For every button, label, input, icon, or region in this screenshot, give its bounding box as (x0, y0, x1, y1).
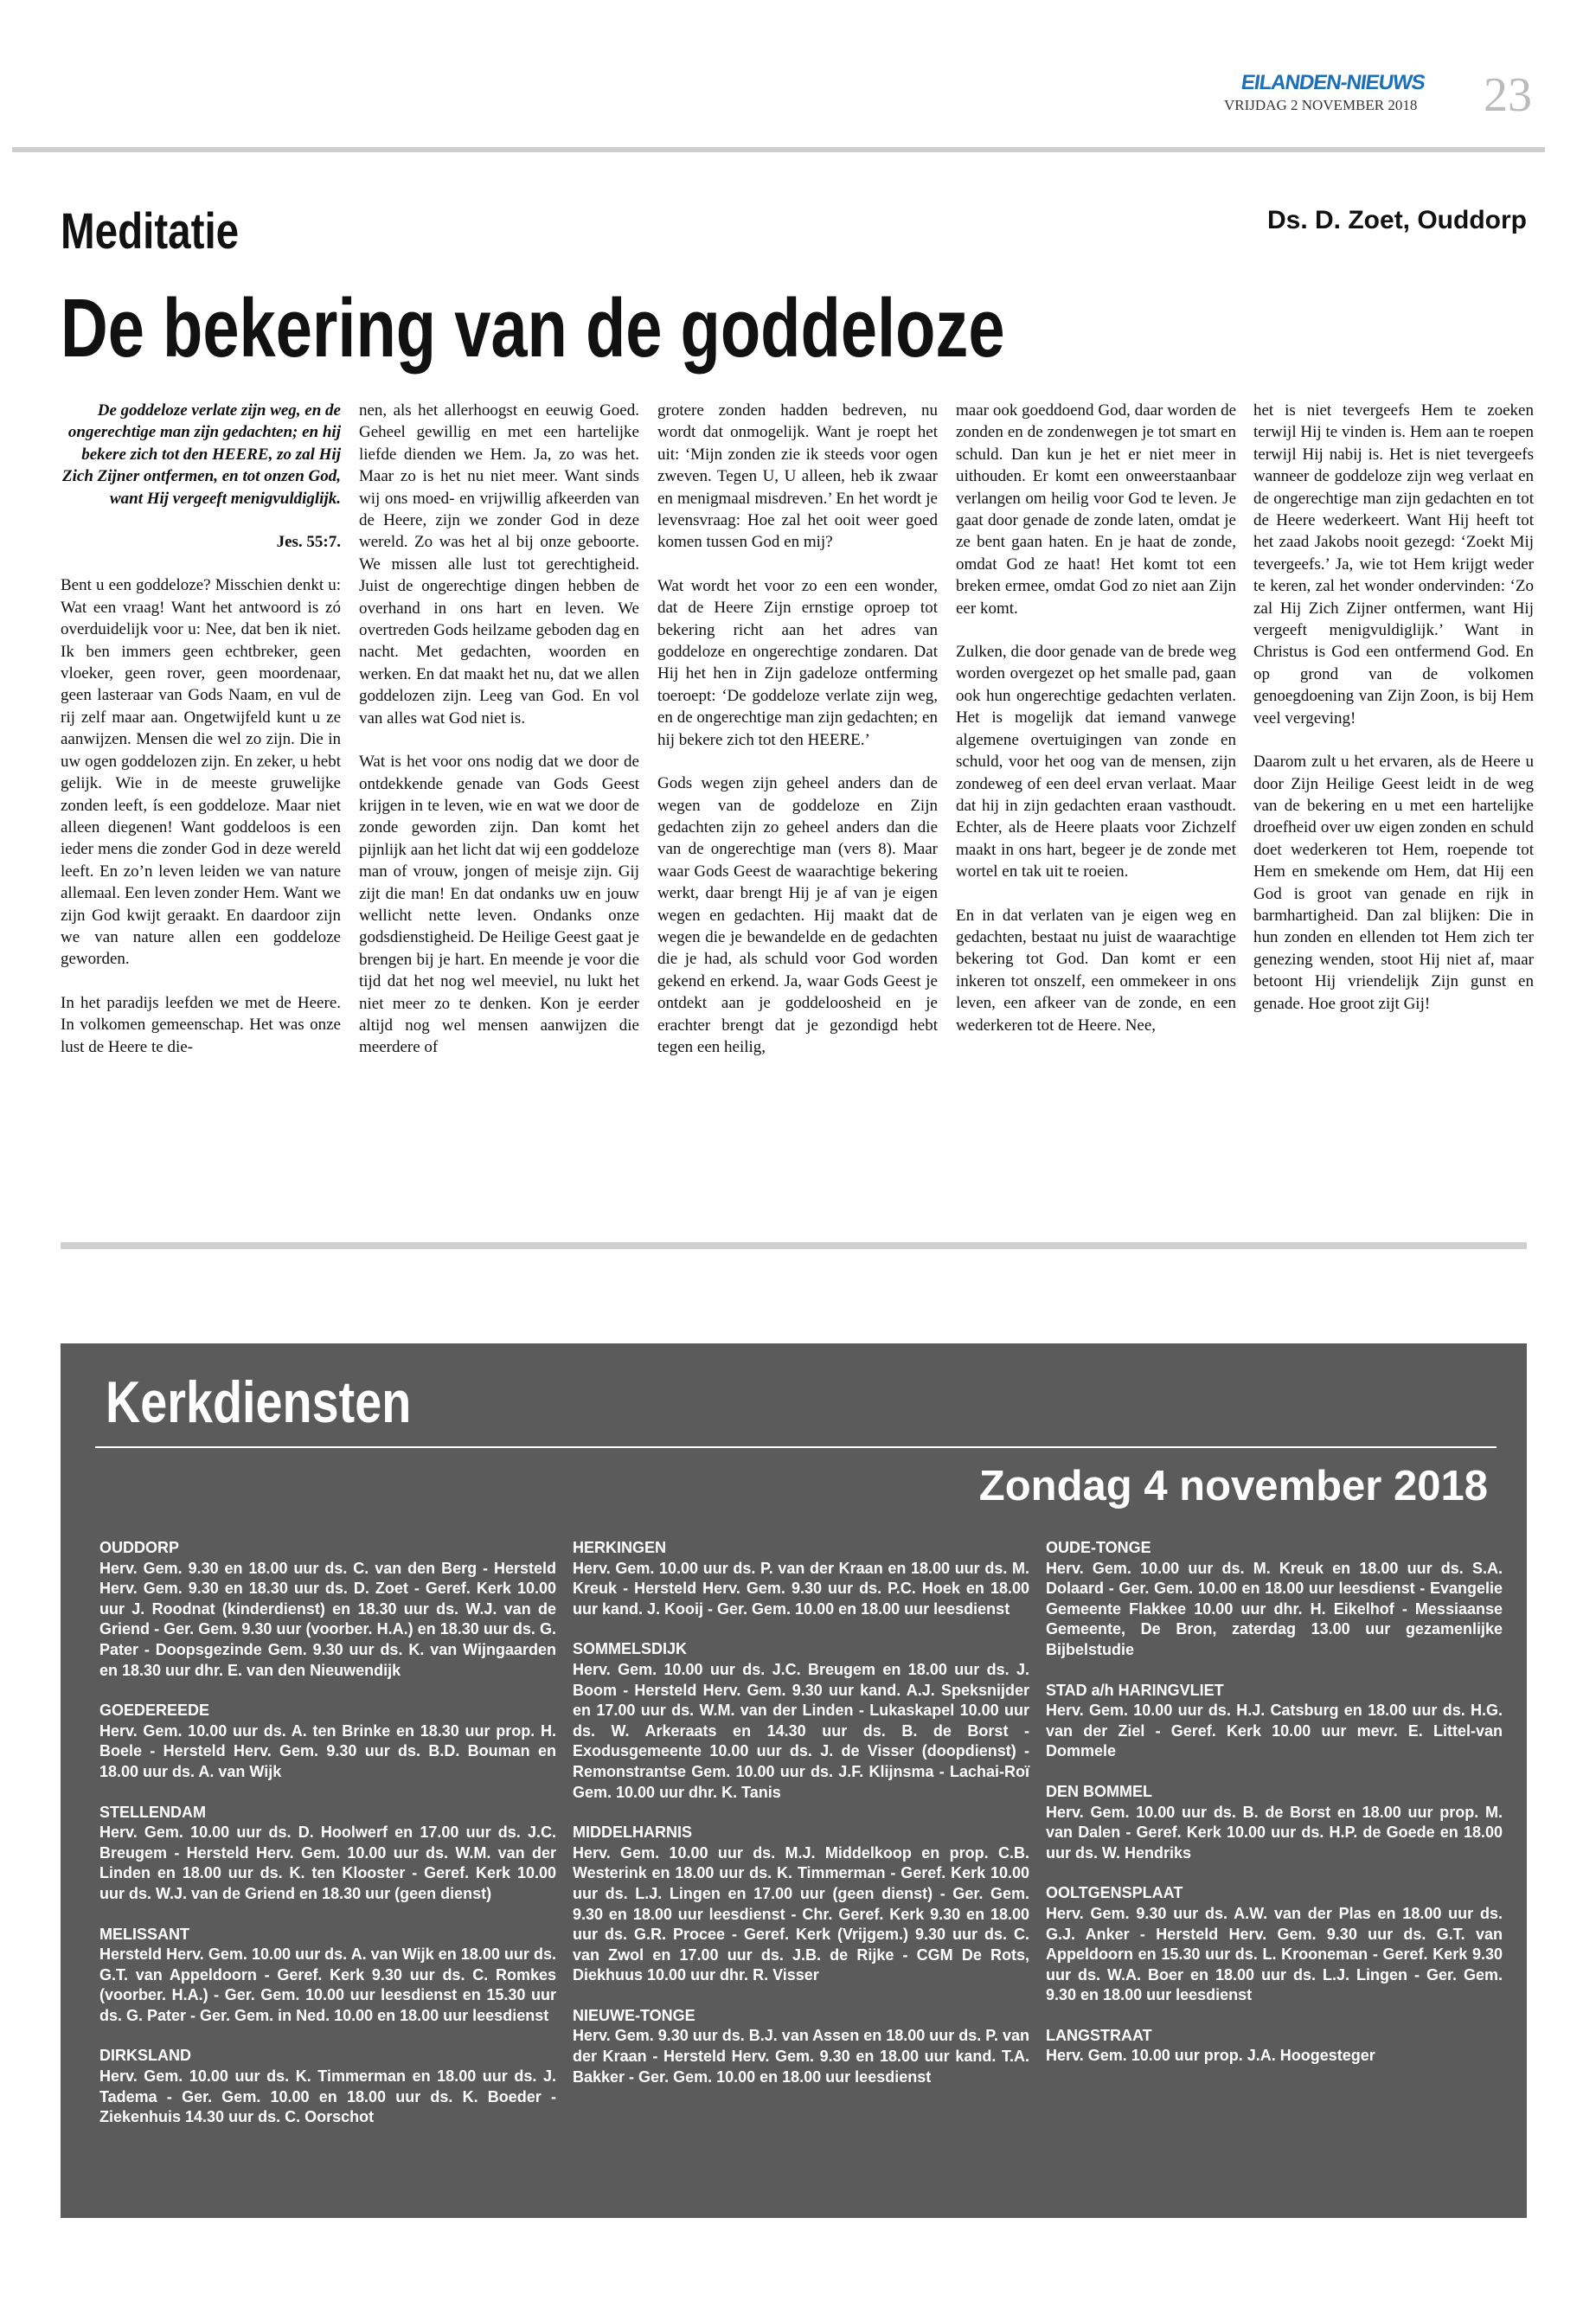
service-text: Herv. Gem. 10.00 uur ds. M.J. Middelkoop en prop. C.B. Westerink en 18.00 uur ds. K. Timmerman - Geref. Kerk 10.00 uur ds. L.J. Lingen en 17.00 uur (geen dienst) - Ger. Gem. 9.30 en 18.00 uur leesdienst - Chr. Geref. Kerk 9.30 en 18.00 uur ds. G.R. Procee - Geref. Kerk (Vrijgem.) 9.30 uur ds. C. van Zwol en 17.00 uur ds. J.B. de Rijke - CGM De Rots, Diekhuus 10.00 uur dhr. R. Visser (573, 1843, 1029, 1984)
place-name: SOMMELSDIJK (573, 1640, 688, 1658)
services-column-3 (1046, 1538, 1503, 2086)
article-column-1 (61, 400, 341, 1058)
service-text: Herv. Gem. 9.30 uur ds. A.W. van der Plas en 18.00 uur ds. G.J. Anker - Hersteld Herv. Gem. 9.30 uur ds. G.T. van Appeldoorn en 15.30 uur ds. L. Krooneman - Geref. Kerk 9.30 uur ds. W.A. Boer en 18.00 uur ds. L.J. Lingen - Ger. Gem. 9.30 en 18.00 uur leesdienst (1046, 1904, 1503, 2004)
place-name: STELLENDAM (99, 1803, 206, 1821)
service-text: Herv. Gem. 10.00 uur ds. K. Timmerman en 18.00 uur ds. J. Tadema - Ger. Gem. 10.00 en 18.00 uur ds. K. Boeder - Ziekenhuis 14.30 uur ds. C. Oorschot (99, 2067, 556, 2126)
paragraph: nen, als het allerhoogst en eeuwig Goed. Geheel gewillig en met een hartelijke liefde dienden we Hem. Ja, zo was het. Maar zo is het nu niet meer. Want sinds wij ons moed- en vrijwillig afkeerden van de Heere, zijn we zonder God in deze wereld. Zo was het al bij onze geboorte. We missen alle lust tot gerechtigheid. Juist de ongerechtige dingen hebben de overhand in ons hart en leven. We overtreden Gods heilzame geboden dag en nacht. Met gedachten, woorden en werken. En dat maakt het nu, dat we allen goddelozen zijn. Leeg van God. En vol van alles wat God niet is. (359, 401, 639, 727)
section-title: Meditatie (61, 203, 240, 260)
paragraph: maar ook goeddoend God, daar worden de zonden en de zondenwegen je tot smart en schuld. Dan kun je het er niet meer in uithouden. Er komt een onweerstaanbaar verlangen om heilig voor God te leven. Je gaat door genade de zonde laten, omdat je ze bent gaan haten. En je haat de zonde, omdat God ze haat! Het komt tot een breken ermee, omdat God zo niet aan Zijn eer komt. (956, 401, 1236, 618)
place-name: NIEUWE-TONGE (573, 2006, 695, 2024)
author-byline: Ds. D. Zoet, Ouddorp (1267, 206, 1527, 234)
service-entry (1046, 1782, 1503, 1863)
services-column-2 (573, 1538, 1029, 2107)
paragraph: Wat is het voor ons nodig dat we door de ontdekkende genade van Gods Geest krijgen in te leven, wie en wat we door de zonde geworden zijn. Dan komt het pijnlijk aan het licht dat wij een goddeloze man of vrouw, jongen of meisje zijn. Gij zijt die man! En dat ondanks uw en jouw wellicht nette leven. Ondanks onze godsdienstigheid. De Heilige Geest gaat je brengen bij je hart. En meende je voor die tijd dat het nog wel meeviel, nu lukt het niet meer zo te denken. Kon je eerder altijd nog wel mensen aanwijzen die meerdere of (359, 753, 639, 1057)
service-text: Herv. Gem. 10.00 uur ds. M. Kreuk en 18.00 uur ds. S.A. Dolaard - Ger. Gem. 10.00 en 18.00 uur leesdienst - Evangelie Gemeente Flakkee 10.00 uur dhr. H. Eikelhof - Messiaanse Gemeente, De Bron, zaterdag 13.00 uur gezamenlijke Bijbelstudie (1046, 1559, 1503, 1658)
service-entry (1046, 1538, 1503, 1661)
top-divider (12, 147, 1545, 152)
service-entry (1046, 2026, 1503, 2067)
service-entry (99, 1538, 556, 1681)
service-entry (573, 1538, 1029, 1619)
service-entry (99, 1803, 556, 1905)
church-services-divider (95, 1446, 1497, 1448)
service-text: Herv. Gem. 9.30 uur ds. B.J. van Assen en 18.00 uur ds. P. van der Kraan - Hersteld Herv. Gem. 9.30 en 18.00 uur kand. T.A. Bakker - Ger. Gem. 10.00 en 18.00 uur leesdienst (573, 2027, 1029, 2086)
church-services-date: Zondag 4 november 2018 (978, 1463, 1488, 1509)
service-entry (1046, 1883, 1503, 2006)
place-name: OUDDORP (99, 1539, 180, 1556)
article-column-2 (359, 400, 639, 1059)
scripture-quote: De goddeloze verlate zijn weg, en de ongerechtige man zijn gedachten; en hij bekere zich tot den HEERE, zo zal Hij Zich Zijner ontfermen, en tot onzen God, want Hij vergeeft menigvuldiglijk. (62, 401, 341, 508)
service-text: Hersteld Herv. Gem. 10.00 uur ds. A. van Wijk en 18.00 uur ds. G.T. van Appeldoorn - Geref. Kerk 9.30 uur ds. C. Romkes (voorber. H.A.) - Ger. Gem. 10.00 uur leesdienst en 15.30 uur ds. G. Pater - Ger. Gem. in Ned. 10.00 en 18.00 uur leesdienst (99, 1945, 556, 2024)
service-entry (573, 1639, 1029, 1803)
article-column-4 (956, 400, 1236, 1036)
article-headline: De bekering van de goddeloze (61, 282, 1005, 375)
newspaper-name: EILANDEN-NIEUWS (1240, 71, 1426, 94)
place-name: OOLTGENSPLAAT (1046, 1884, 1183, 1902)
article-column-5 (1253, 400, 1534, 1015)
services-column-1 (99, 1538, 556, 2148)
place-name: OUDE-TONGE (1046, 1539, 1151, 1556)
article-column-3 (657, 400, 938, 1058)
paragraph: Daarom zult u het ervaren, als de Heere u door Zijn Heilige Geest leidt in de weg van de bekering en u met een hartelijke droefheid over uw eigen zonden en schuld doet wederkeren tot Hem, roepende tot Hem en smekende om Hem, dat Hij een God is groot van genade en rijk in barmhartigheid. Dan zal blijken: Die in hun zonden en ellenden tot Hem zich ter genezing wenden, stoot Hij niet af, maar betoont Hij vriendelijk Zijn gunst en genade. Hoe groot zijt Gij! (1253, 753, 1534, 1013)
service-text: Herv. Gem. 10.00 uur ds. D. Hoolwerf en 17.00 uur ds. J.C. Breugem - Hersteld Herv. Gem. 10.00 uur ds. W.M. van der Linden en 18.00 uur ds. K. ten Klooster - Geref. Kerk 10.00 uur ds. W.J. van de Griend en 18.30 uur (geen dienst) (99, 1823, 556, 1902)
scripture-reference: Jes. 55:7. (276, 533, 341, 552)
paragraph: grotere zonden hadden bedreven, nu wordt dat onmogelijk. Want je roept het uit: ‘Mijn zonden zie ik steeds voor ogen zweven. Tegen U, U alleen, heb ik zwaar en menigmaal misdreven.’ En het wordt je levensvraag: Hoe zal het ooit weer goed komen tussen God en mij? (657, 401, 938, 552)
service-entry (99, 1925, 556, 2027)
service-text: Herv. Gem. 10.00 uur ds. J.C. Breugem en 18.00 uur ds. J. Boom - Hersteld Herv. Gem. 9.30 uur kand. A.J. Speksnijder en 17.00 uur ds. W.M. van der Linden - Lukaskapel 10.00 uur ds. W. Arkeraats en 14.30 uur ds. B. de Borst - Exodusgemeente 10.00 uur ds. J. de Visser (doopdienst) - Remonstrantse Gem. 10.00 uur ds. J.F. Klijnsma - Lachai-Roï Gem. 10.00 uur dhr. K. Tanis (573, 1660, 1029, 1801)
service-entry (1046, 1681, 1503, 1762)
place-name: GOEDEREEDE (99, 1702, 210, 1720)
place-name: DEN BOMMEL (1046, 1782, 1152, 1800)
place-name: MELISSANT (99, 1925, 190, 1943)
service-text: Herv. Gem. 10.00 uur prop. J.A. Hoogesteger (1046, 2047, 1375, 2065)
paragraph: Bent u een goddeloze? Misschien denkt u: Wat een vraag! Want het antwoord is zó overduidelijk voor u: Nee, dat ben ik niet. Ik ben immers geen echtbreker, geen vloeker, geen rover, geen moordenaar, geen lasteraar van Gods Naam, en vul de rij zelf maar aan. Ongetwijfeld kunt u ze aanwijzen. Mensen die wel zo zijn. Die in uw ogen goddelozen zijn. En zeker, u hebt gelijk. Wie in de meeste gruwelijke zonden leeft, ís een goddeloze. Maar niet alleen diegenen! Want goddeloos is een ieder mens die zonder God in deze wereld leeft. En zo’n leven leiden we van nature allemaal. Een leven zonder Hem. Want we zijn God kwijt geraakt. En daardoor zijn we van nature allen een goddeloze geworden. (61, 576, 341, 969)
page-number: 23 (1484, 68, 1532, 122)
issue-date: VRIJDAG 2 NOVEMBER 2018 (1224, 97, 1418, 113)
place-name: MIDDELHARNIS (573, 1823, 692, 1842)
service-text: Herv. Gem. 10.00 uur ds. A. ten Brinke en 18.30 uur prop. H. Boele - Hersteld Herv. Gem. 9.30 uur ds. B.D. Bouman en 18.00 uur ds. A. van Wijk (99, 1721, 556, 1780)
paragraph: Wat wordt het voor zo een een wonder, dat de Heere Zijn ernstige oproep tot bekering richt aan het adres van goddeloze en ongerechtige zondaren. Dat Hij het hen in Zijn gadeloze ontferming toeroept: ‘De goddeloze verlate zijn weg, en de ongerechtige man zijn gedachten; en hij bekere zich tot den HEERE.’ (657, 576, 938, 749)
service-entry (99, 1701, 556, 1782)
service-text: Herv. Gem. 10.00 uur ds. B. de Borst en 18.00 uur prop. M. van Dalen - Geref. Kerk 10.00 uur ds. H.P. de Goede en 18.00 uur ds. W. Hendriks (1046, 1803, 1503, 1862)
service-text: Herv. Gem. 10.00 uur ds. P. van der Kraan en 18.00 uur ds. M. Kreuk - Hersteld Herv. Gem. 9.30 uur ds. P.C. Hoek en 18.00 uur kand. J. Kooij - Ger. Gem. 10.00 en 18.00 uur leesdienst (573, 1559, 1029, 1618)
paragraph: In het paradijs leefden we met de Heere. In volkomen gemeenschap. Het was onze lust de Heere te die- (61, 993, 341, 1056)
place-name: DIRKSLAND (99, 2047, 191, 2065)
service-text: Herv. Gem. 10.00 uur ds. H.J. Catsburg en 18.00 uur ds. H.G. van der Ziel - Geref. Kerk 10.00 uur mevr. E. Littel-van Dommele (1046, 1702, 1503, 1760)
place-name: LANGSTRAAT (1046, 2026, 1152, 2044)
church-services-title: Kerkdiensten (106, 1369, 412, 1435)
paragraph: En in dat verlaten van je eigen weg en gedachten, bestaat nu juist de waarachtige bekering tot God. Dan komt er een inkeren tot onszelf, een ommekeer in ons leven, een afkeer van de zonde, en een wederkeren tot de Heere. Nee, (956, 906, 1236, 1035)
paragraph: Zulken, die door genade van de brede weg worden overgezet op het smalle pad, gaan ook hun ongerechtige gedachten verlaten. Het is mogelijk dat iemand vanwege algemene overtuigingen van zonde en schuld, voor het oog van de mensen, zijn zondeweg of een deel ervan verlaat. Maar dat hij in zijn gedachten eraan vasthoudt. Echter, als de Heere plaats voor Zichzelf maakt in ons hart, begeer je de zonde met wortel en tak uit te roeien. (956, 643, 1236, 881)
paragraph: Gods wegen zijn geheel anders dan de wegen van de goddeloze en Zijn gedachten zijn zo geheel anders dan die van de ongerechtige man (vers 8). Maar waar Gods Geest de waarachtige bekering werkt, daar brengt Hij je af van je eigen wegen en gedachten. Hij maakt dat de wegen die je bewandelde en de gedachten die je had, als schuld voor God worden gekend en erkend. Ja, waar Gods Geest je ontdekt aan je goddeloosheid en je erachter brengt dat je gezondigd hebt tegen een heilig, (657, 774, 938, 1056)
service-entry (573, 1823, 1029, 1986)
service-text: Herv. Gem. 9.30 en 18.00 uur ds. C. van den Berg - Hersteld Herv. Gem. 9.30 en 18.30 uur ds. D. Zoet - Geref. Kerk 10.00 uur J. Roodnat (kinderdienst) en 18.30 uur ds. W.J. van de Griend - Ger. Gem. 9.30 uur (voorber. H.A.) en 18.30 uur ds. G. Pater - Doopsgezinde Gem. 9.30 uur ds. K. van Wijngaarden en 18.30 uur dhr. E. van den Nieuwendijk (99, 1559, 556, 1679)
service-entry (573, 2006, 1029, 2087)
service-entry (99, 2046, 556, 2127)
place-name: HERKINGEN (573, 1539, 667, 1556)
place-name: STAD a/h HARINGVLIET (1046, 1681, 1224, 1699)
paragraph: het is niet tevergeefs Hem te zoeken terwijl Hij te vinden is. Hem aan te roepen terwijl Hij nabij is. Het is niet tevergeefs wanneer de goddeloze zijn weg verlaat en de ongerechtige man zijn gedachten en tot de Heere wederkeert. Want Hij heeft tot het zaad Jakobs nooit gezegd: ‘Zoekt Mij tevergeefs.’ Ja, wie tot Hem krijgt weder te keren, zal het wonder ondervinden: ‘Zo zal Hij Zich Zijner ontfermen, want Hij vergeeft menigvuldiglijk.’ Want in Christus is God een ontfermend God. En op grond van de volkomen genoegdoening van Zijn Zoon, is bij Hem veel vergeving! (1253, 401, 1534, 727)
section-divider (61, 1242, 1527, 1249)
